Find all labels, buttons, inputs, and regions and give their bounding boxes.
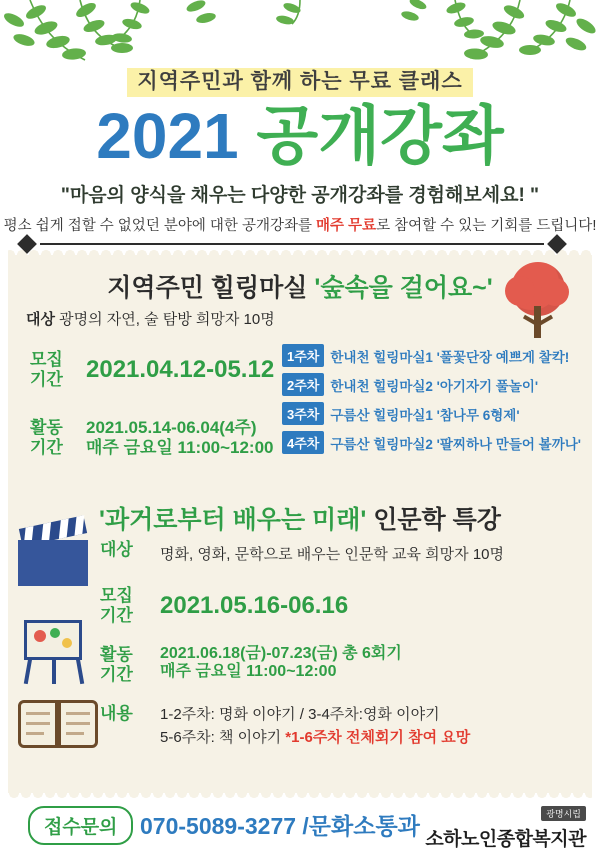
section2-registration-label-line2: 기간 [100, 605, 133, 625]
organization-prefix: 광명시립 [541, 806, 586, 821]
section1-activity-value-line2: 매주 금요일 11:00~12:00 [86, 437, 274, 457]
section2-activity-value-line2: 매주 금요일 11:00~12:00 [160, 663, 337, 681]
week-tag: 4주차 [282, 431, 324, 454]
section2-content-line2 [160, 727, 470, 750]
section2-title-highlight: '과거로부터 배우는 미래' [99, 506, 367, 534]
section2-title-plain: 인문학 특강 [366, 506, 501, 534]
week-item [282, 373, 568, 396]
section1-registration-value: 2021.04.12-05.12 [86, 355, 275, 383]
section1-target-label: 대상 [26, 311, 55, 328]
section1-activity-value [86, 418, 274, 457]
section1-registration-label-line1: 모집 [30, 350, 63, 369]
section2-content-line2-highlight: *1-6주차 전체회기 참여 요망 [285, 728, 471, 746]
week-text: 한내천 힐링마실2 '아기자기 풀놀이' [330, 378, 539, 394]
section2-details [100, 540, 580, 749]
poster-footer [0, 804, 600, 849]
section1-registration-label [30, 350, 74, 389]
week-tag: 3주차 [282, 402, 324, 425]
contact-phone[interactable]: 070-5089-3277 /문화소통과 [140, 813, 420, 839]
section2-content-line1: 1-2주차: 명화 이야기 / 3-4주차:영화 이야기 [160, 706, 440, 724]
week-tag: 1주차 [282, 344, 324, 367]
week-text: 한내천 힐링마실1 '풀꽃단장 예쁘게 찰칵! [330, 349, 570, 365]
header-note [0, 214, 600, 235]
title-year: 2021 [96, 100, 239, 172]
section1-target-row [26, 308, 275, 329]
header-subtitle-text: 지역주민과 함께 하는 무료 클래스 [127, 68, 472, 97]
poster-header [0, 0, 600, 246]
week-item [282, 402, 568, 425]
week-text: 구름산 힐링마실1 '참나무 6형제' [330, 407, 520, 423]
section2-content-value [160, 704, 470, 749]
section1-activity-row [30, 418, 274, 457]
section2-registration-label-line1: 모집 [100, 586, 133, 605]
section2-activity-label-line1: 활동 [100, 645, 133, 665]
header-note-pre: 평소 쉽게 접할 수 없었던 분야에 대한 공개강좌를 [3, 218, 317, 234]
clapperboard-icon [16, 520, 94, 592]
section2-activity-value [160, 645, 402, 682]
section2-activity-row [100, 645, 580, 684]
contact-badge: 접수문의 [28, 806, 133, 845]
section2-activity-label-line2: 기간 [100, 664, 133, 684]
header-quote: "마음의 양식을 채우는 다양한 공개강좌를 경험해보세요! " [60, 185, 540, 206]
section2-content-row [100, 704, 580, 749]
header-note-post: 로 참여할 수 있는 기회를 드립니다! [376, 218, 597, 234]
header-note-highlight: 매주 무료 [316, 218, 377, 234]
week-tag: 2주차 [282, 373, 324, 396]
section1-target-value: 광명의 자연, 술 탐방 희망자 10명 [59, 311, 275, 328]
section2-target-label: 대상 [100, 540, 133, 559]
organization-block [425, 804, 586, 851]
section2-content-label: 내용 [100, 704, 133, 724]
section2-content-line2-pre: 5-6주차: 책 이야기 [160, 728, 286, 746]
section1-title-plain: 지역주민 힐링마실 [107, 274, 308, 302]
week-item [282, 431, 581, 454]
section2-registration-row [100, 586, 580, 625]
week-text: 구름산 힐링마실2 '팔찌하나 만들어 볼까나' [330, 436, 581, 452]
section2-activity-value-line1: 2021.06.18(금)-07.23(금) 총 6회기 [160, 645, 402, 663]
section1-activity-label-line2: 기간 [30, 437, 63, 457]
week-item [282, 344, 568, 367]
section1-activity-label [30, 418, 74, 457]
section1-title [0, 268, 600, 304]
title-main: 공개강좌 [256, 100, 504, 172]
section1-activity-value-line1: 2021.05.14-06.04(4주) [86, 418, 257, 437]
easel-palette-icon [16, 612, 96, 686]
section-divider [18, 237, 566, 251]
section2-target-row [100, 540, 580, 564]
header-subtitle [0, 68, 600, 97]
page-title [0, 100, 600, 172]
section1-registration-row [30, 350, 274, 389]
section1-title-highlight: '숲속을 걸어요~' [307, 274, 493, 302]
section2-registration-label [100, 586, 146, 625]
section2-registration-value: 2021.05.16-06.16 [160, 591, 349, 619]
section2-target-value: 명화, 영화, 문학으로 배우는 인문학 교육 희망자 10명 [160, 546, 504, 563]
organization-name: 소하노인종합복지관 [425, 829, 586, 850]
section1-registration-label-line2: 기간 [30, 369, 63, 389]
open-book-icon [16, 690, 102, 760]
section1-weekly-list [282, 344, 581, 460]
section2-activity-label [100, 645, 146, 684]
section1-activity-label-line1: 활동 [30, 418, 63, 437]
